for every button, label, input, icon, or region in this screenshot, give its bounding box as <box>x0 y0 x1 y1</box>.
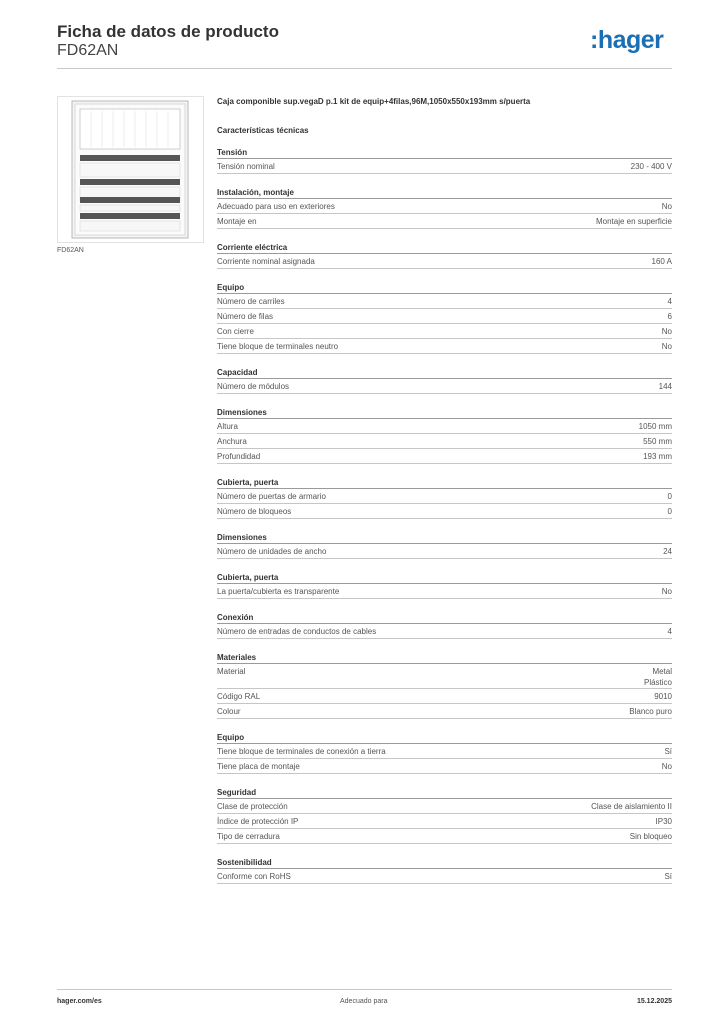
spec-group <box>217 367 672 394</box>
spec-row <box>217 449 672 464</box>
spec-group <box>217 477 672 519</box>
spec-label: Tipo de cerradura <box>217 832 280 841</box>
spec-group-title: Dimensiones <box>217 532 672 544</box>
spec-row <box>217 584 672 599</box>
spec-label: Número de filas <box>217 312 274 321</box>
document-title: Ficha de datos de producto <box>57 22 279 41</box>
spec-row <box>217 624 672 639</box>
product-description: Caja componible sup.vegaD p.1 kit de equip+4filas,96M,1050x550x193mm s/puerta <box>217 97 531 106</box>
spec-group <box>217 787 672 844</box>
spec-value: 4 <box>667 627 672 636</box>
spec-group <box>217 572 672 599</box>
spec-row <box>217 309 672 324</box>
spec-group <box>217 532 672 559</box>
spec-group <box>217 282 672 354</box>
spec-row <box>217 664 672 689</box>
spec-value <box>644 666 672 688</box>
spec-row <box>217 814 672 829</box>
spec-label: Corriente nominal asignada <box>217 257 315 266</box>
spec-value: 230 - 400 V <box>630 162 672 171</box>
spec-group-title: Cubierta, puerta <box>217 477 672 489</box>
spec-row <box>217 159 672 174</box>
spec-value: 6 <box>667 312 672 321</box>
hager-logo <box>590 26 672 54</box>
spec-group <box>217 242 672 269</box>
spec-value: 550 mm <box>643 437 672 446</box>
spec-group-title: Materiales <box>217 652 672 664</box>
spec-value: Sí <box>664 872 672 881</box>
spec-value: Blanco puro <box>629 707 672 716</box>
spec-group-title: Tensión <box>217 147 672 159</box>
spec-value: No <box>661 762 672 771</box>
footer-center-text: Adecuado para <box>340 998 388 1005</box>
spec-value: IP30 <box>655 817 672 826</box>
spec-content <box>217 96 672 884</box>
spec-label: Con cierre <box>217 327 254 336</box>
spec-value: No <box>661 202 672 211</box>
spec-label: Montaje en <box>217 217 257 226</box>
spec-label: Adecuado para uso en exteriores <box>217 202 335 211</box>
spec-row <box>217 504 672 519</box>
spec-row <box>217 339 672 354</box>
product-image <box>57 96 204 243</box>
spec-group-title: Conexión <box>217 612 672 624</box>
spec-group-title: Cubierta, puerta <box>217 572 672 584</box>
header-divider <box>57 68 672 69</box>
spec-row <box>217 744 672 759</box>
hager-logo-text: :hager <box>590 26 664 54</box>
spec-row <box>217 379 672 394</box>
spec-label: Altura <box>217 422 238 431</box>
spec-label: Clase de protección <box>217 802 288 811</box>
spec-group <box>217 147 672 174</box>
spec-group-title: Corriente eléctrica <box>217 242 672 254</box>
technical-characteristics-heading: Características técnicas <box>217 126 309 135</box>
spec-group-title: Equipo <box>217 732 672 744</box>
spec-value: Sin bloqueo <box>629 832 672 841</box>
spec-group-title: Dimensiones <box>217 407 672 419</box>
spec-group-title: Capacidad <box>217 367 672 379</box>
spec-value: 0 <box>667 492 672 501</box>
spec-row <box>217 214 672 229</box>
spec-row <box>217 294 672 309</box>
spec-value: 1050 mm <box>638 422 672 431</box>
spec-label: Anchura <box>217 437 247 446</box>
spec-value: Clase de aislamiento II <box>591 802 672 811</box>
spec-label: Número de bloqueos <box>217 507 292 516</box>
spec-row <box>217 704 672 719</box>
spec-row <box>217 434 672 449</box>
spec-label: Colour <box>217 707 241 716</box>
spec-label: Tiene bloque de terminales de conexión a tierra <box>217 747 386 756</box>
spec-row <box>217 419 672 434</box>
spec-label: Profundidad <box>217 452 261 461</box>
spec-row <box>217 199 672 214</box>
footer-divider <box>57 989 672 990</box>
spec-label: Código RAL <box>217 692 261 701</box>
spec-label: Índice de protección IP <box>217 817 299 826</box>
spec-groups <box>217 147 672 884</box>
image-caption: FD62AN <box>57 247 84 254</box>
spec-value-line: Metal <box>652 667 672 676</box>
enclosure-illustration <box>58 97 203 242</box>
spec-row <box>217 799 672 814</box>
spec-row <box>217 759 672 774</box>
spec-value-line: Plástico <box>643 678 672 687</box>
spec-group <box>217 652 672 719</box>
spec-row <box>217 489 672 504</box>
spec-value: 9010 <box>654 692 672 701</box>
spec-value: 144 <box>658 382 672 391</box>
page-header <box>57 20 672 70</box>
spec-row <box>217 689 672 704</box>
spec-label: Número de módulos <box>217 382 290 391</box>
spec-group <box>217 612 672 639</box>
spec-group <box>217 732 672 774</box>
spec-label: Conforme con RoHS <box>217 872 291 881</box>
spec-label: Tiene bloque de terminales neutro <box>217 342 339 351</box>
spec-value: Sí <box>664 747 672 756</box>
spec-label: Material <box>217 667 246 676</box>
spec-value: 24 <box>663 547 672 556</box>
spec-group <box>217 857 672 884</box>
spec-value: 4 <box>667 297 672 306</box>
spec-group-title: Instalación, montaje <box>217 187 672 199</box>
spec-label: Número de entradas de conductos de cables <box>217 627 377 636</box>
product-code: FD62AN <box>57 42 119 59</box>
spec-value: No <box>661 342 672 351</box>
spec-value: No <box>661 327 672 336</box>
spec-group <box>217 187 672 229</box>
spec-label: Número de puertas de armario <box>217 492 326 501</box>
footer-date: 15.12.2025 <box>636 998 672 1005</box>
footer-website[interactable]: hager.com/es <box>57 998 102 1005</box>
spec-row <box>217 829 672 844</box>
spec-label: Número de unidades de ancho <box>217 547 327 556</box>
spec-group-title: Equipo <box>217 282 672 294</box>
spec-value: 0 <box>667 507 672 516</box>
spec-row <box>217 544 672 559</box>
spec-label: Tensión nominal <box>217 162 275 171</box>
spec-value: No <box>661 587 672 596</box>
spec-row <box>217 324 672 339</box>
spec-label: Número de carriles <box>217 297 285 306</box>
spec-row <box>217 869 672 884</box>
spec-group-title: Seguridad <box>217 787 672 799</box>
spec-group <box>217 407 672 464</box>
spec-value: Montaje en superficie <box>595 217 672 226</box>
spec-value: 160 A <box>651 257 672 266</box>
spec-group-title: Sostenibilidad <box>217 857 672 869</box>
spec-value: 193 mm <box>643 452 672 461</box>
spec-label: La puerta/cubierta es transparente <box>217 587 340 596</box>
spec-label: Tiene placa de montaje <box>217 762 300 771</box>
spec-row <box>217 254 672 269</box>
